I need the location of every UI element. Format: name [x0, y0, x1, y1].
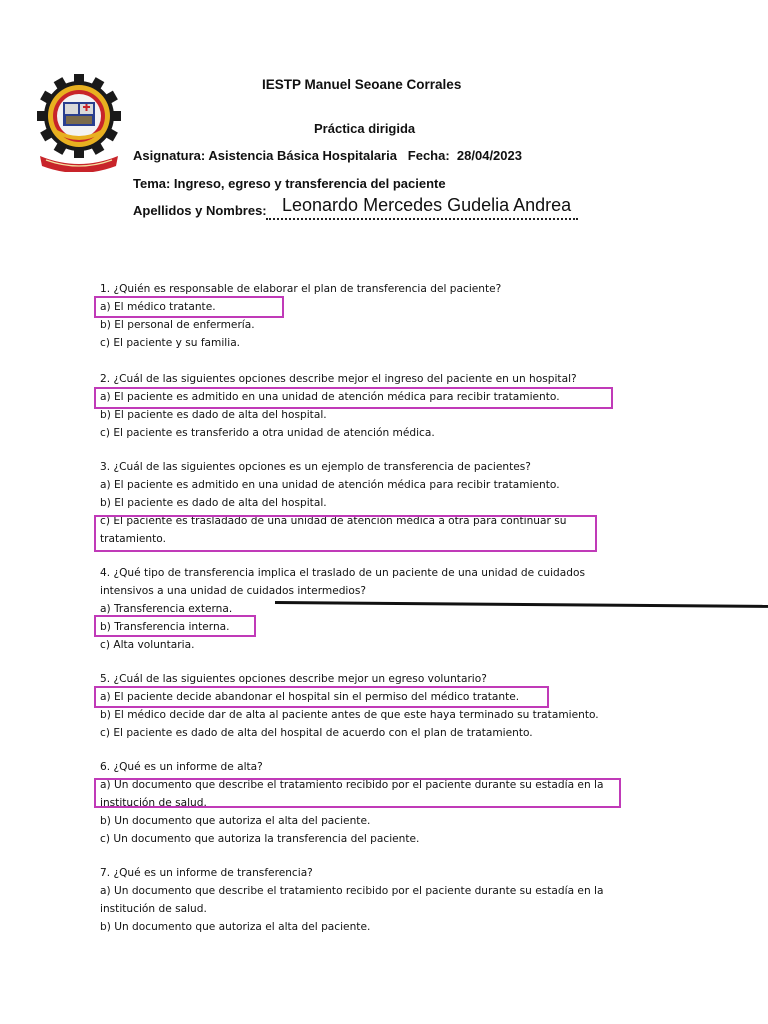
q5-option-a: a) El paciente decide abandonar el hospital sin el permiso del médico tratante. [100, 691, 520, 703]
question-1: 1. ¿Quién es responsable de elaborar el plan de transferencia del paciente? [100, 283, 502, 295]
pen-stroke-line [275, 601, 768, 608]
q6-option-c: c) Un documento que autoriza la transferencia del paciente. [100, 833, 420, 845]
q6-option-a-continued: institución de salud. [100, 797, 207, 809]
q6-option-a: a) Un documento que describe el tratamiento recibido por el paciente durante su estadía en la [100, 779, 604, 791]
answer-highlight-q2 [94, 387, 613, 409]
q3-option-a: a) El paciente es admitido en una unidad de atención médica para recibir tratamiento. [100, 479, 560, 491]
q2-option-b: b) El paciente es dado de alta del hospital. [100, 409, 327, 421]
q3-option-c: c) El paciente es trasladado de una unidad de atención médica a otra para continuar su [100, 515, 567, 527]
q1-option-a: a) El médico tratante. [100, 301, 216, 313]
question-6: 6. ¿Qué es un informe de alta? [100, 761, 263, 773]
q4-option-b: b) Transferencia interna. [100, 621, 230, 633]
q2-option-c: c) El paciente es transferido a otra unidad de atención médica. [100, 427, 435, 439]
q1-option-c: c) El paciente y su familia. [100, 337, 241, 349]
answer-highlight-q3 [94, 515, 597, 552]
q5-option-b: b) El médico decide dar de alta al paciente antes de que este haya terminado su tratamiento. [100, 709, 599, 721]
q1-option-b: b) El personal de enfermería. [100, 319, 255, 331]
question-3: 3. ¿Cuál de las siguientes opciones es un ejemplo de transferencia de pacientes? [100, 461, 531, 473]
answer-highlight-q6 [94, 778, 621, 808]
q3-option-b: b) El paciente es dado de alta del hospital. [100, 497, 327, 509]
answer-highlight-q4 [94, 615, 256, 637]
q7-option-a-continued: institución de salud. [100, 903, 207, 915]
q6-option-b: b) Un documento que autoriza el alta del paciente. [100, 815, 371, 827]
answer-highlight-q1 [94, 296, 284, 318]
practice-title: Práctica dirigida [314, 121, 416, 136]
names-label: Apellidos y Nombres: [133, 203, 267, 218]
question-4: 4. ¿Qué tipo de transferencia implica el traslado de un paciente de una unidad de cuidados [100, 567, 585, 579]
q7-option-b: b) Un documento que autoriza el alta del paciente. [100, 921, 371, 933]
q4-option-a: a) Transferencia externa. [100, 603, 233, 615]
q4-option-c: c) Alta voluntaria. [100, 639, 195, 651]
q5-option-c: c) El paciente es dado de alta del hospital de acuerdo con el plan de tratamiento. [100, 727, 533, 739]
q7-option-a: a) Un documento que describe el tratamiento recibido por el paciente durante su estadía en la [100, 885, 604, 897]
question-5: 5. ¿Cuál de las siguientes opciones describe mejor un egreso voluntario? [100, 673, 487, 685]
question-4-continued: intensivos a una unidad de cuidados intermedios? [100, 585, 366, 597]
q3-option-c-continued: tratamiento. [100, 533, 166, 545]
subject-date-line: Asignatura: Asistencia Básica Hospitalaria Fecha: 28/04/2023 [133, 148, 522, 163]
answer-highlight-q5 [94, 686, 549, 708]
question-2: 2. ¿Cuál de las siguientes opciones describe mejor el ingreso del paciente en un hospital? [100, 373, 577, 385]
institution-logo-icon [36, 72, 122, 172]
student-name: Leonardo Mercedes Gudelia Andrea [282, 195, 572, 215]
topic-line: Tema: Ingreso, egreso y transferencia del paciente [133, 176, 446, 191]
q2-option-a: a) El paciente es admitido en una unidad de atención médica para recibir tratamiento. [100, 391, 560, 403]
question-7: 7. ¿Qué es un informe de transferencia? [100, 867, 313, 879]
institution-name: IESTP Manuel Seoane Corrales [262, 77, 462, 92]
